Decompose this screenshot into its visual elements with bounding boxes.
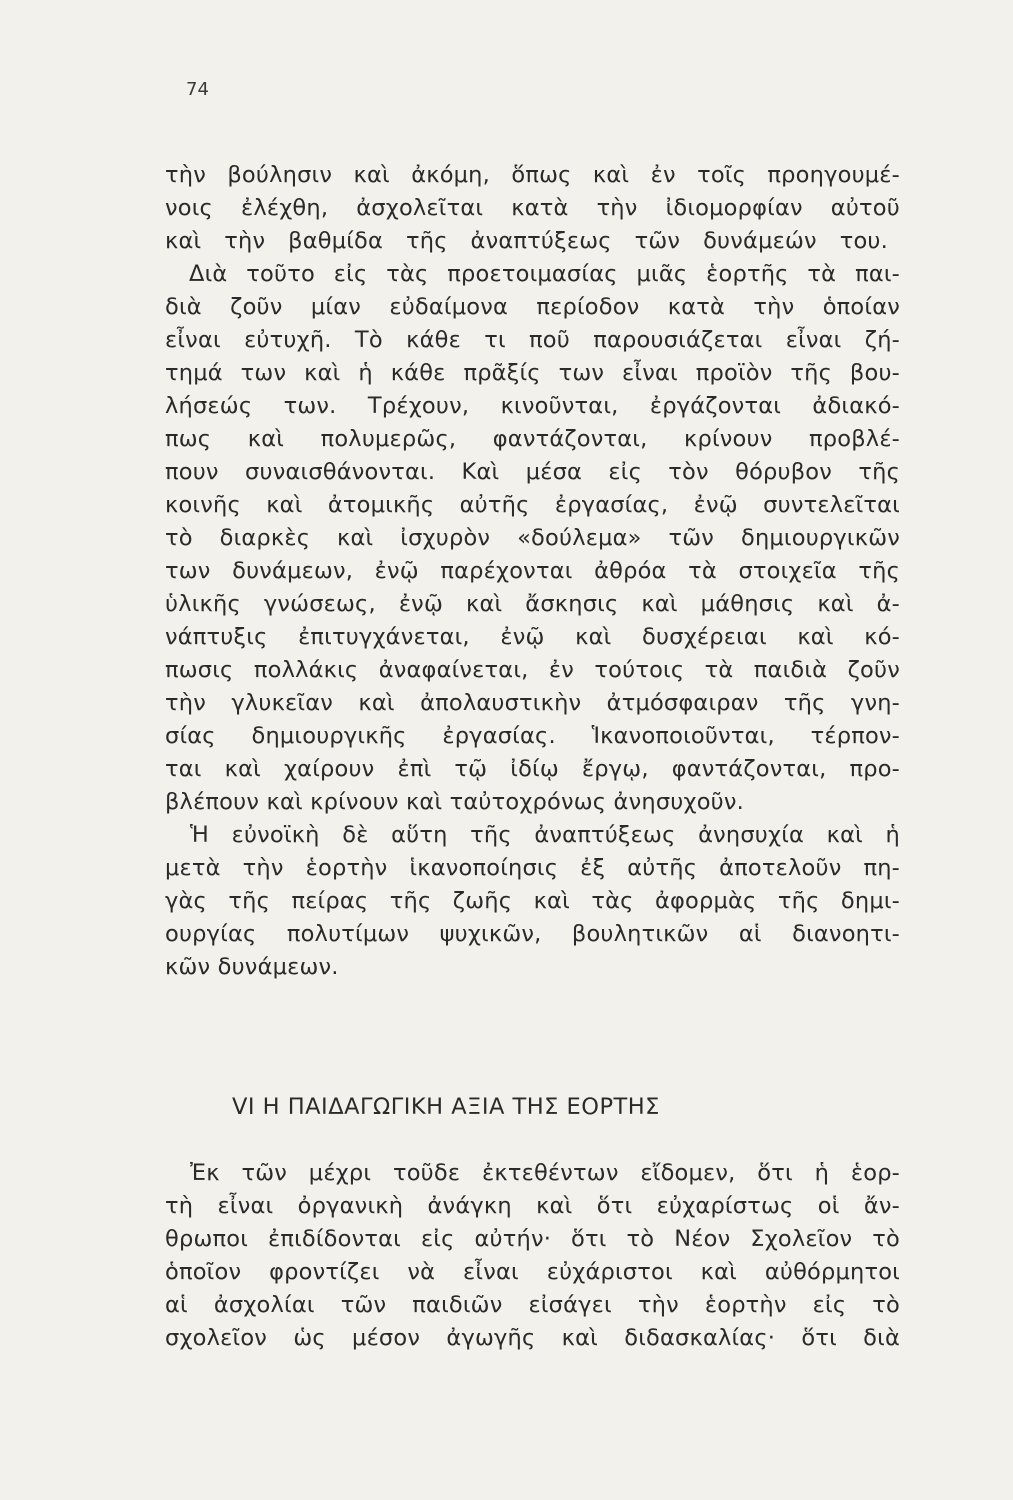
- text-line: αἱ ἀσχολίαι τῶν παιδιῶν εἰσάγει τὴν ἑορτὴν εἰς τὸ: [165, 1292, 900, 1318]
- text-line: θρωποι ἐπιδίδονται εἰς αὐτήν· ὅτι τὸ Νέον Σχολεῖον τὸ: [165, 1226, 900, 1252]
- text-line: πως καὶ πολυμερῶς, φαντάζονται, κρίνουν προβλέ-: [165, 426, 900, 452]
- text-line: τὴν γλυκεῖαν καὶ ἀπολαυστικὴν ἀτμόσφαιραν τῆς γνη-: [165, 690, 900, 716]
- text-line: πωσις πολλάκις ἀναφαίνεται, ἐν τούτοις τὰ παιδιὰ ζοῦν: [165, 657, 900, 683]
- text-line: ουργίας πολυτίμων ψυχικῶν, βουλητικῶν αἱ διανοητι-: [165, 921, 900, 947]
- text-line: νάπτυξις ἐπιτυγχάνεται, ἐνῷ καὶ δυσχέρειαι καὶ κό-: [165, 624, 900, 650]
- text-line: λήσεώς των. Τρέχουν, κινοῦνται, ἐργάζονται ἀδιακό-: [165, 393, 900, 419]
- text-line: νοις ἐλέχθη, ἀσχολεῖται κατὰ τὴν ἰδιομορφίαν αὐτοῦ: [165, 195, 900, 221]
- page-number: 74: [186, 79, 209, 100]
- text-line: Διὰ τοῦτο εἰς τὰς προετοιμασίας μιᾶς ἑορτῆς τὰ παι-: [189, 261, 900, 287]
- text-line: Ἐκ τῶν μέχρι τοῦδε ἐκτεθέντων εἴδομεν, ὅτι ἡ ἑορ-: [190, 1160, 900, 1186]
- text-line: σχολεῖον ὡς μέσον ἀγωγῆς καὶ διδασκαλίας· ὅτι διὰ: [165, 1325, 900, 1351]
- text-line: εἶναι εὐτυχῆ. Τὸ κάθε τι ποῦ παρουσιάζεται εἶναι ζή-: [165, 327, 900, 353]
- text-line: σίας δημιουργικῆς ἐργασίας. Ἱκανοποιοῦνται, τέρπον-: [165, 723, 900, 749]
- text-line: τὸ διαρκὲς καὶ ἰσχυρὸν «δούλεμα» τῶν δημιουργικῶν: [165, 525, 900, 551]
- text-line: τημά των καὶ ἡ κάθε πρᾶξίς των εἶναι προϊὸν τῆς βου-: [165, 360, 900, 386]
- text-line: καὶ τὴν βαθμίδα τῆς ἀναπτύξεως τῶν δυνάμεών του.: [165, 228, 888, 254]
- text-line: Ἡ εὐνοϊκὴ δὲ αὕτη τῆς ἀναπτύξεως ἀνησυχία καὶ ἡ: [190, 822, 900, 848]
- text-line: κοινῆς καὶ ἀτομικῆς αὐτῆς ἐργασίας, ἐνῷ συντελεῖται: [165, 492, 900, 518]
- text-line: μετὰ τὴν ἑορτὴν ἱκανοποίησις ἐξ αὐτῆς ἀποτελοῦν πη-: [165, 855, 900, 881]
- text-line: τὴ εἶναι ὀργανικὴ ἀνάγκη καὶ ὅτι εὐχαρίστως οἱ ἄν-: [165, 1193, 900, 1219]
- text-line: ὁποῖον φροντίζει νὰ εἶναι εὐχάριστοι καὶ αὐθόρμητοι: [165, 1259, 900, 1285]
- text-line: τὴν βούλησιν καὶ ἀκόμη, ὅπως καὶ ἐν τοῖς προηγουμέ-: [165, 162, 900, 188]
- text-line: ται καὶ χαίρουν ἐπὶ τῷ ἰδίῳ ἔργῳ, φαντάζονται, προ-: [165, 756, 900, 782]
- text-line: γὰς τῆς πείρας τῆς ζωῆς καὶ τὰς ἀφορμὰς τῆς δημι-: [165, 888, 900, 914]
- text-line: των δυνάμεων, ἐνῷ παρέχονται ἀθρόα τὰ στοιχεῖα τῆς: [165, 558, 900, 584]
- text-line: κῶν δυνάμεων.: [165, 954, 339, 980]
- section-heading: VI Η ΠΑΙΔΑΓΩΓΙΚΗ ΑΞΙΑ ΤΗΣ ΕΟΡΤΗΣ: [232, 1094, 660, 1120]
- text-line: πουν συναισθάνονται. Καὶ μέσα εἰς τὸν θόρυβον τῆς: [165, 459, 900, 485]
- text-line: ὑλικῆς γνώσεως, ἐνῷ καὶ ἄσκησις καὶ μάθησις καὶ ἀ-: [165, 591, 900, 617]
- text-line: βλέπουν καὶ κρίνουν καὶ ταὐτοχρόνως ἀνησυχοῦν.: [165, 789, 744, 815]
- text-line: διὰ ζοῦν μίαν εὐδαίμονα περίοδον κατὰ τὴν ὁποίαν: [165, 294, 900, 320]
